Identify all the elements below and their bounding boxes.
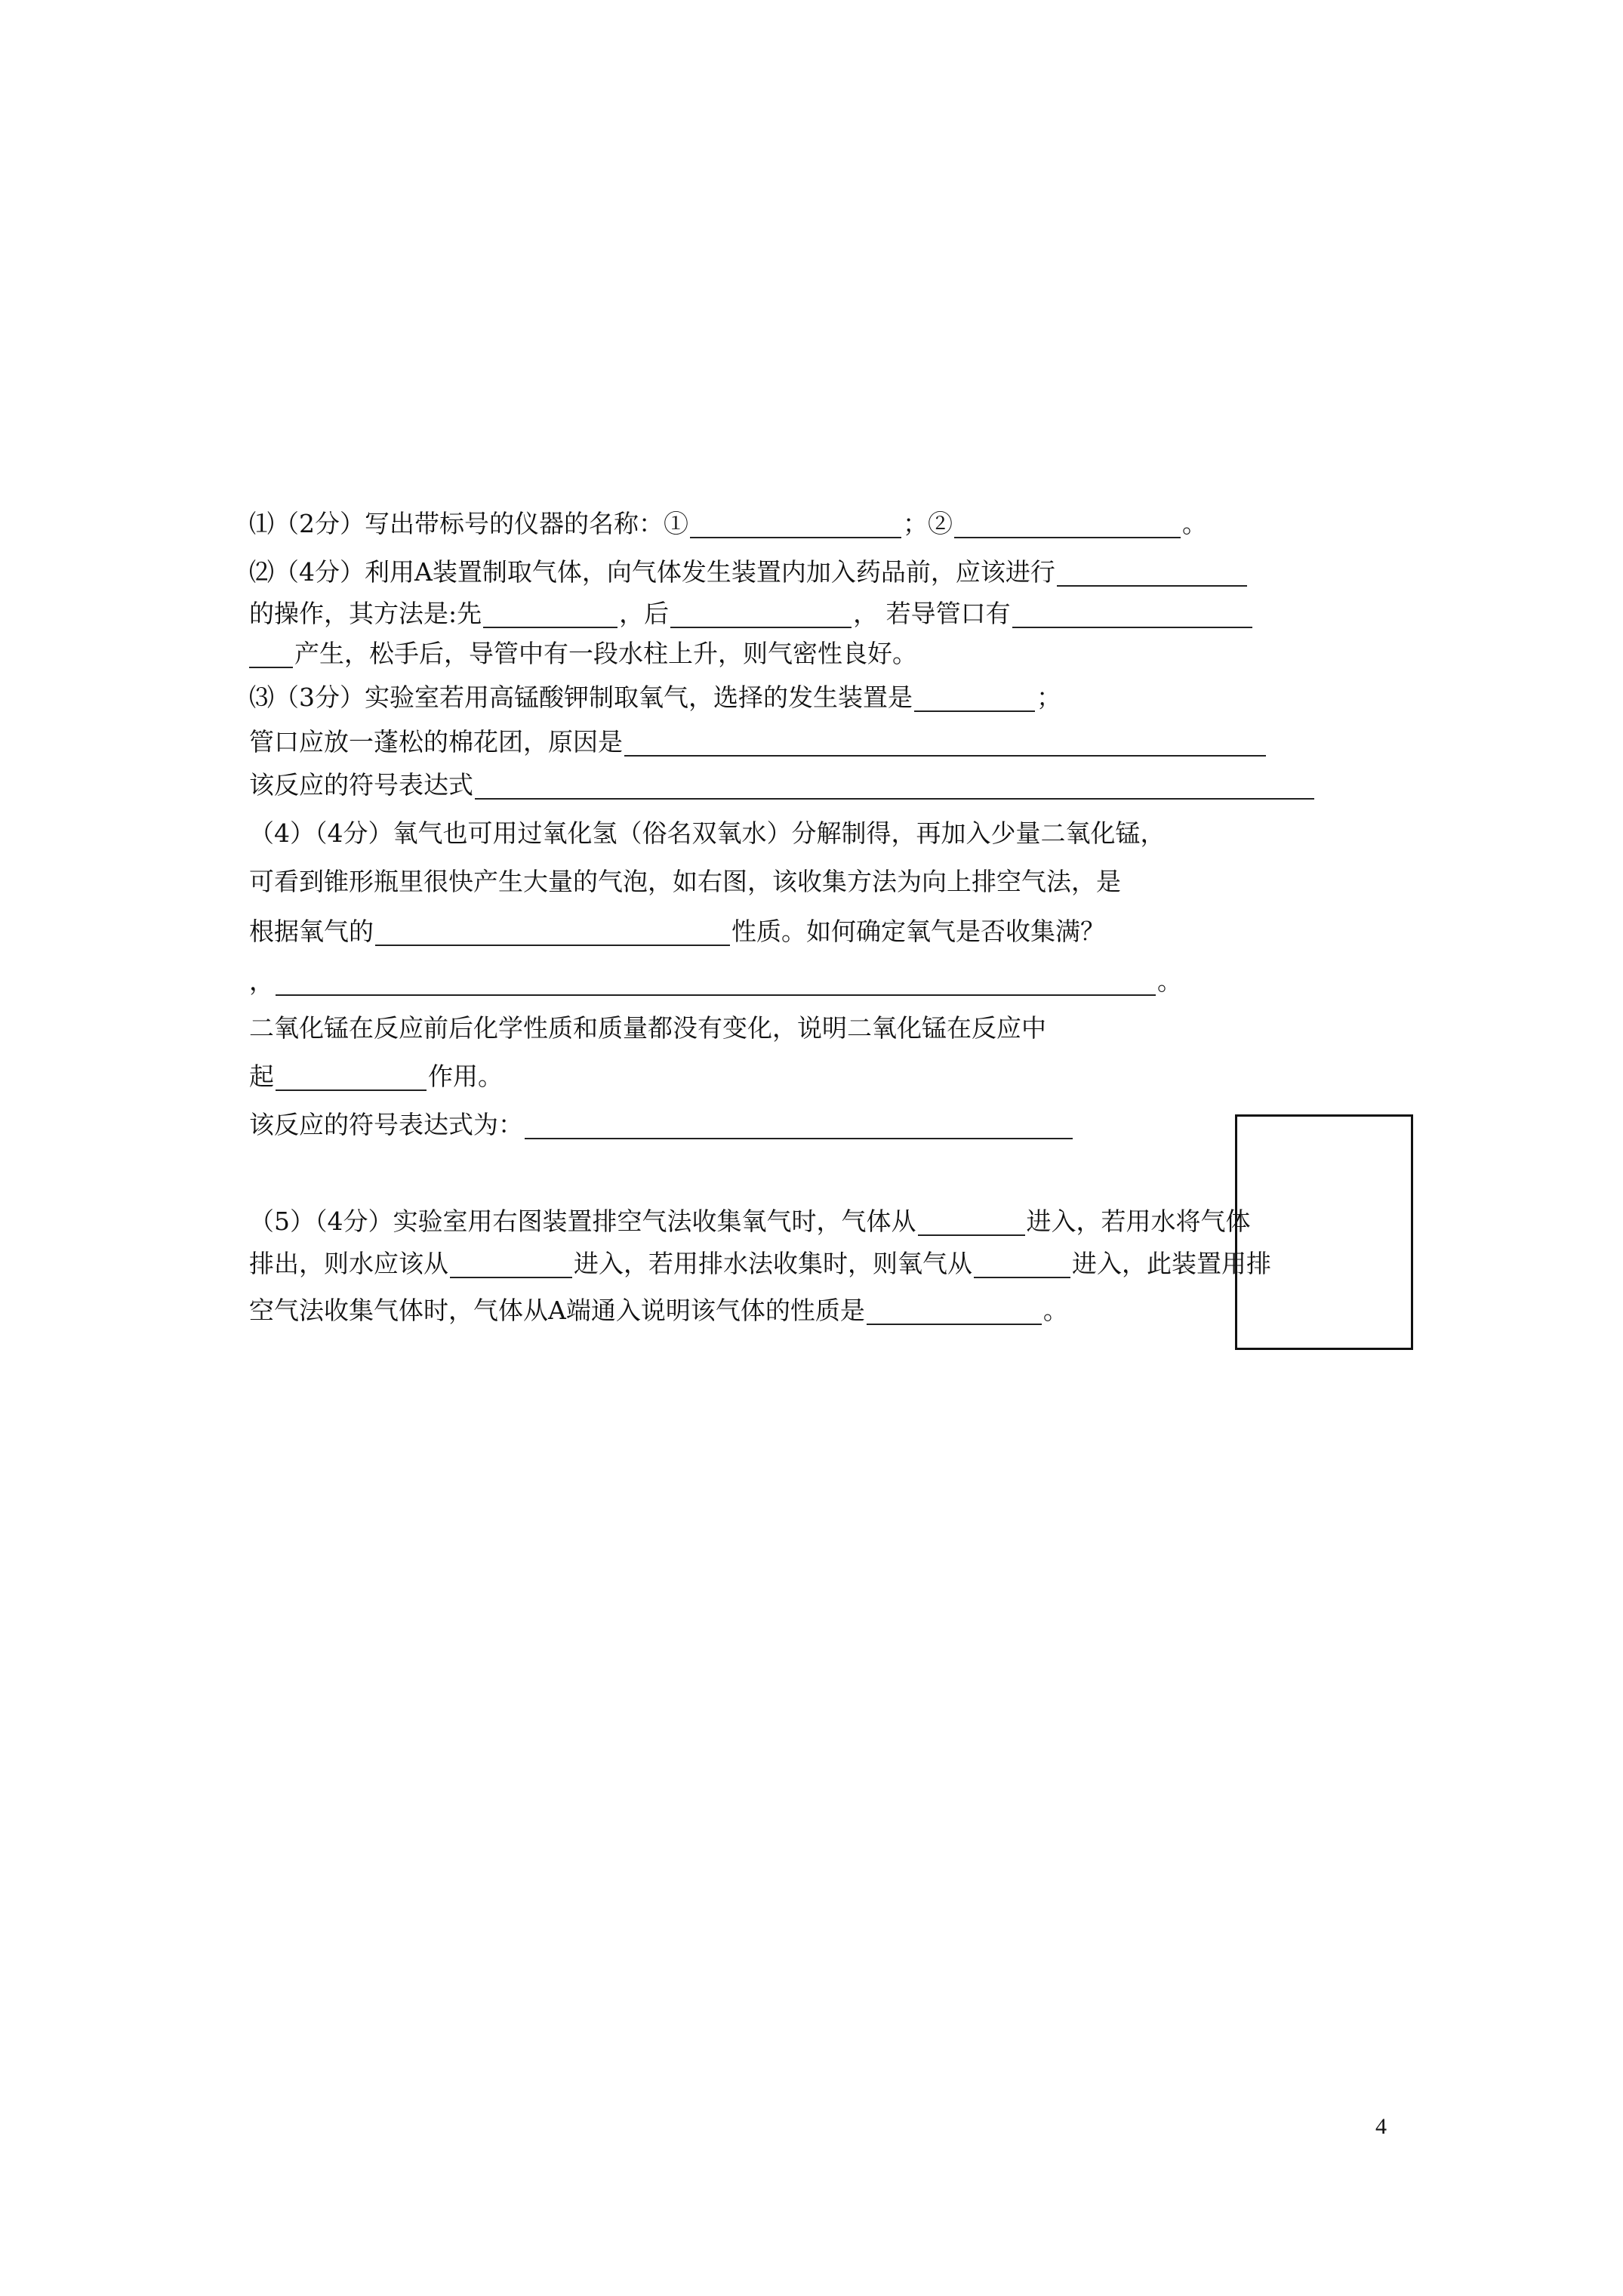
q3-blank-3[interactable] [475, 768, 1314, 800]
q4-text-3b: 性质。如何确定氧气是否收集满？ [731, 917, 1105, 946]
page-number: 4 [1375, 2114, 1387, 2139]
q4-text-5: 二氧化锰在反应前后化学性质和质量都没有变化，说明二氧化锰在反应中 [249, 1013, 1046, 1043]
q4-line-1 [249, 812, 1166, 855]
q4-text-1: （4）（4分）氧气也可用过氧化氢（俗名双氧水）分解制得，再加入少量二氧化锰， [249, 818, 1166, 848]
q5-text-2a: 排出，则水应该从 [249, 1249, 448, 1278]
q5-blank-1[interactable] [918, 1204, 1025, 1236]
q1-blank-1[interactable] [690, 507, 901, 538]
q4-line-6 [249, 1056, 503, 1098]
q4-line-4 [249, 960, 1182, 1003]
q5-blank-2[interactable] [450, 1247, 572, 1278]
q5-line-3 [249, 1290, 1068, 1332]
q2-text-2c: ， 若导管口有 [853, 599, 1011, 628]
q1-text: ⑴（2分）写出带标号的仪器的名称：① [249, 509, 688, 538]
q5-text-2b: 进入，若用排水法收集时，则氧气从 [574, 1249, 972, 1278]
q4-line-5 [249, 1007, 1046, 1049]
q4-line-3 [249, 911, 1105, 953]
q4-line-2 [249, 861, 1121, 903]
q2-blank-1[interactable] [1057, 555, 1247, 587]
q5-text-3b: 。 [1042, 1296, 1068, 1325]
q5-text-2c: 进入，此装置用排 [1072, 1249, 1271, 1278]
q1-blank-2[interactable] [954, 507, 1181, 538]
q5-line-1 [249, 1200, 1251, 1243]
q3-line-1 [249, 676, 1061, 719]
q4-text-6b: 作用。 [428, 1062, 503, 1091]
q3-text-3: 该反应的符号表达式 [249, 770, 473, 800]
q1-mid: ；② [903, 509, 953, 538]
q3-line-3 [249, 764, 1316, 806]
q4-text-2: 可看到锥形瓶里很快产生大量的气泡，如右图，该收集方法为向上排空气法，是 [249, 867, 1121, 896]
q4-blank-2[interactable] [276, 964, 1156, 996]
q5-blank-3[interactable] [974, 1247, 1070, 1278]
q1-line [249, 503, 1207, 545]
q2-text-1: ⑵（4分）利用A装置制取气体，向气体发生装置内加入药品前，应该进行 [249, 557, 1055, 587]
q5-text-1a: （5）（4分）实验室用右图装置排空气法收集氧气时，气体从 [249, 1207, 916, 1236]
q2-text-2a: 的操作，其方法是:先 [249, 599, 482, 628]
q3-line-2 [249, 721, 1267, 763]
q4-blank-1[interactable] [375, 914, 730, 946]
q5-text-1b: 进入，若用水将气体 [1026, 1207, 1251, 1236]
q5-line-2 [249, 1243, 1271, 1285]
q2-line-2 [249, 593, 1254, 635]
q4-blank-4[interactable] [525, 1108, 1073, 1139]
q4-text-4a: ， [249, 966, 274, 996]
q4-text-7: 该反应的符号表达式为： [249, 1110, 523, 1139]
q2-text-3: 产生，松手后，导管中有一段水柱上升，则气密性良好。 [294, 639, 917, 668]
q4-line-7 [249, 1104, 1074, 1146]
q3-text-1: ⑶（3分）实验室若用高锰酸钾制取氧气，选择的发生装置是 [249, 683, 913, 712]
apparatus-figure-box [1235, 1114, 1413, 1350]
q4-blank-3[interactable] [276, 1059, 427, 1091]
q2-blank-2[interactable] [483, 596, 617, 628]
q4-text-3a: 根据氧气的 [249, 917, 374, 946]
q2-line-3 [249, 633, 917, 675]
q2-line-1 [249, 551, 1249, 593]
q2-text-2b: ，后 [619, 599, 670, 628]
q2-blank-4[interactable] [1012, 596, 1252, 628]
q2-blank-3[interactable] [670, 596, 852, 628]
q5-text-3a: 空气法收集气体时，气体从A端通入说明该气体的性质是 [249, 1296, 865, 1325]
q3-blank-1[interactable] [914, 680, 1035, 712]
q4-text-4b: 。 [1157, 966, 1182, 996]
q1-end: 。 [1182, 509, 1207, 538]
q3-text-2: 管口应放一蓬松的棉花团，原因是 [249, 727, 623, 757]
q3-blank-2[interactable] [624, 725, 1266, 757]
q3-text-1end: ； [1036, 683, 1061, 712]
q2-blank-5[interactable] [249, 636, 293, 668]
q4-text-6a: 起 [249, 1062, 274, 1091]
q5-blank-4[interactable] [867, 1293, 1042, 1325]
